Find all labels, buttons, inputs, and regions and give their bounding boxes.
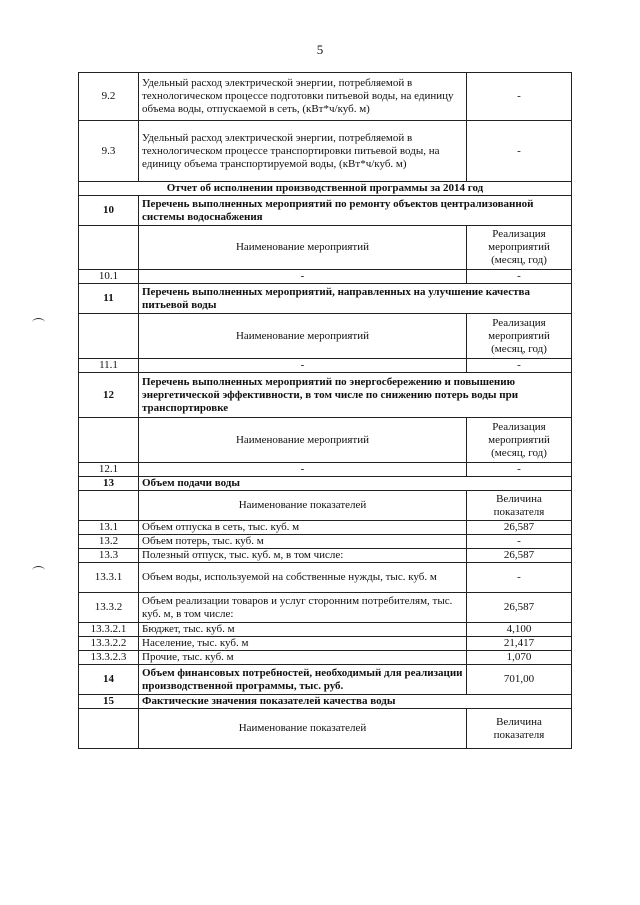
measure-implementation: -: [467, 463, 572, 477]
table-row: [79, 521, 572, 535]
section-number: 13: [79, 477, 139, 491]
indicator-name: Объем отпуска в сеть, тыс. куб. м: [139, 521, 467, 535]
column-header-name: Наименование мероприятий: [139, 418, 467, 463]
indicator-value: 1,070: [467, 651, 572, 665]
row-number: 10.1: [79, 270, 139, 284]
section-number: 11: [79, 284, 139, 314]
report-title: Отчет об исполнении производственной программы за 2014 год: [79, 182, 572, 196]
column-header-name: Наименование мероприятий: [139, 314, 467, 359]
section-number: 10: [79, 196, 139, 226]
section-title: Объем подачи воды: [139, 477, 572, 491]
indicator-value: -: [467, 121, 572, 182]
table-row: [79, 593, 572, 623]
indicator-name: Полезный отпуск, тыс. куб. м, в том числе:: [139, 549, 467, 563]
row-number: 13.3.2.3: [79, 651, 139, 665]
table-row: [79, 463, 572, 477]
row-number: 13.3.2.1: [79, 623, 139, 637]
indicator-name: Прочие, тыс. куб. м: [139, 651, 467, 665]
row-number: 13.2: [79, 535, 139, 549]
row-number: 13.3: [79, 549, 139, 563]
production-program-table: [78, 72, 572, 749]
section-number: 12: [79, 373, 139, 418]
section-title: Объем финансовых потребностей, необходимый для реализации производственной программы, тыс. руб.: [139, 665, 467, 695]
table-row: [79, 623, 572, 637]
row-number: 9.3: [79, 121, 139, 182]
indicator-value: 4,100: [467, 623, 572, 637]
measure-name: -: [139, 270, 467, 284]
section-title: Фактические значения показателей качества воды: [139, 695, 572, 709]
punch-hole-mark: [32, 566, 45, 575]
punch-hole-mark: [32, 318, 45, 327]
table-row: [79, 549, 572, 563]
indicator-name: Объем реализации товаров и услуг сторонним потребителям, тыс. куб. м, в том числе:: [139, 593, 467, 623]
indicator-name: Удельный расход электрической энергии, потребляемой в технологическом процессе транспортировки питьевой воды, на единицу объема транспортируемой воды, (кВт*ч/куб. м): [139, 121, 467, 182]
column-header-row: [79, 418, 572, 463]
table-row: [79, 535, 572, 549]
measure-implementation: -: [467, 359, 572, 373]
section-title: Перечень выполненных мероприятий, направленных на улучшение качества питьевой воды: [139, 284, 572, 314]
measure-name: -: [139, 463, 467, 477]
column-header-name: Наименование показателей: [139, 709, 467, 749]
section-number: 14: [79, 665, 139, 695]
column-header-row: [79, 226, 572, 270]
table-row: [79, 73, 572, 121]
section-header-row: [79, 477, 572, 491]
row-number: 13.3.2.2: [79, 637, 139, 651]
section-title: Перечень выполненных мероприятий по ремонту объектов централизованной системы водоснабжения: [139, 196, 572, 226]
indicator-value: -: [467, 535, 572, 549]
table-row: [79, 637, 572, 651]
section-header-row: [79, 695, 572, 709]
section-header-row: [79, 284, 572, 314]
indicator-name: Население, тыс. куб. м: [139, 637, 467, 651]
section-header-row: [79, 373, 572, 418]
section-header-row: [79, 196, 572, 226]
column-header-row: [79, 314, 572, 359]
indicator-value: 701,00: [467, 665, 572, 695]
indicator-value: 26,587: [467, 549, 572, 563]
indicator-value: 21,417: [467, 637, 572, 651]
table-row: [79, 359, 572, 373]
section-number: 15: [79, 695, 139, 709]
column-header-value: Величина показателя: [467, 491, 572, 521]
section-header-row: [79, 665, 572, 695]
row-number: 11.1: [79, 359, 139, 373]
section-title: Перечень выполненных мероприятий по энергосбережению и повышению энергетической эффективности, в том числе по снижению потерь воды при транспортировке: [139, 373, 572, 418]
column-header-row: [79, 709, 572, 749]
table-row: [79, 270, 572, 284]
indicator-value: 26,587: [467, 521, 572, 535]
measure-name: -: [139, 359, 467, 373]
indicator-value: -: [467, 563, 572, 593]
column-header-implementation: Реализация мероприятий (месяц, год): [467, 226, 572, 270]
column-header-name: Наименование показателей: [139, 491, 467, 521]
column-header-implementation: Реализация мероприятий (месяц, год): [467, 314, 572, 359]
row-number: 13.1: [79, 521, 139, 535]
report-title-row: [79, 182, 572, 196]
indicator-value: 26,587: [467, 593, 572, 623]
table-row: [79, 563, 572, 593]
indicator-name: Удельный расход электрической энергии, потребляемой в технологическом процессе подготовки питьевой воды, на единицу объема воды, отпускаемой в сеть, (кВт*ч/куб. м): [139, 73, 467, 121]
column-header-value: Величина показателя: [467, 709, 572, 749]
indicator-name: Бюджет, тыс. куб. м: [139, 623, 467, 637]
row-number: 12.1: [79, 463, 139, 477]
row-number: 13.3.2: [79, 593, 139, 623]
measure-implementation: -: [467, 270, 572, 284]
table-row: [79, 121, 572, 182]
column-header-name: Наименование мероприятий: [139, 226, 467, 270]
row-number: 9.2: [79, 73, 139, 121]
column-header-row: [79, 491, 572, 521]
table-row: [79, 651, 572, 665]
column-header-implementation: Реализация мероприятий (месяц, год): [467, 418, 572, 463]
row-number: 13.3.1: [79, 563, 139, 593]
page-number: 5: [316, 42, 324, 57]
indicator-name: Объем потерь, тыс. куб. м: [139, 535, 467, 549]
indicator-value: -: [467, 73, 572, 121]
indicator-name: Объем воды, используемой на собственные нужды, тыс. куб. м: [139, 563, 467, 593]
